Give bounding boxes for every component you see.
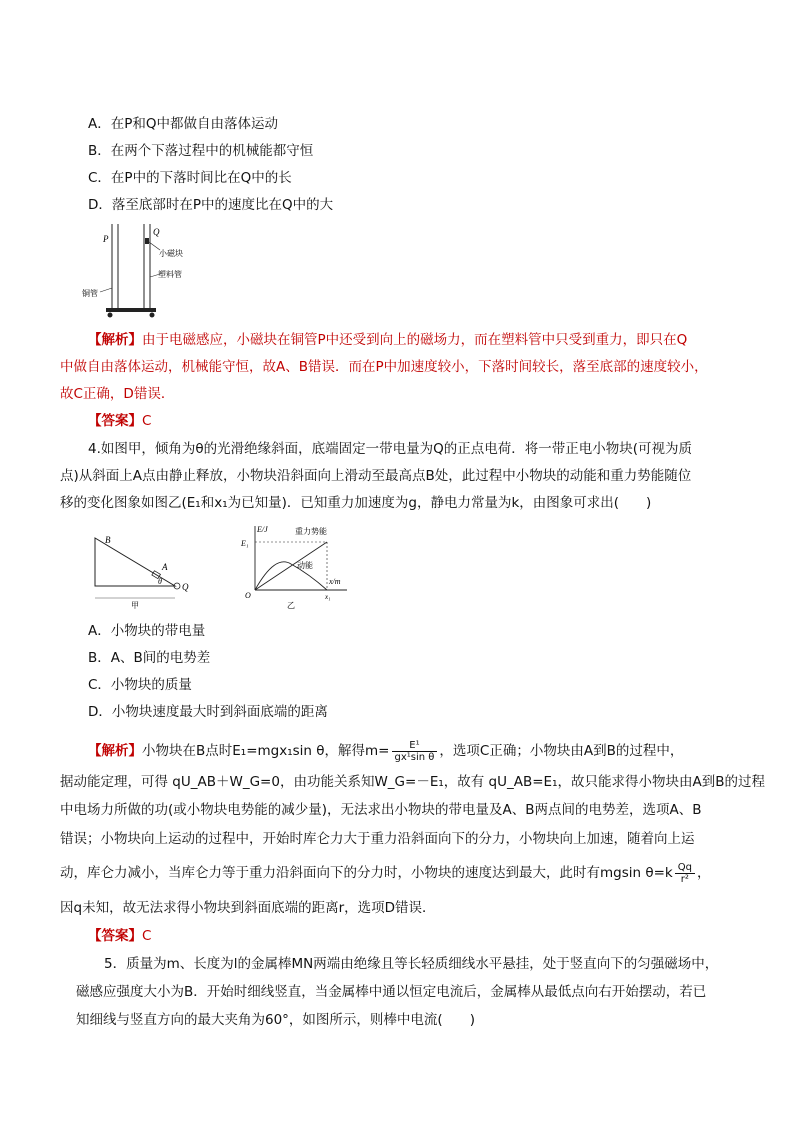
svg-text:甲: 甲 (131, 601, 139, 610)
q4-stem-line-3: 移的变化图象如图乙(E₁和x₁为已知量)．已知重力加速度为g，静电力常量为k，由图象可求出( ) (60, 495, 652, 511)
q4-option-a: A．小物块的带电量 (88, 623, 206, 639)
magnet-block (145, 238, 149, 244)
svg-text:A: A (162, 562, 168, 572)
q4-option-c: C．小物块的质量 (88, 677, 192, 693)
q3-option-c: C．在P中的下落时间比在Q中的长 (88, 170, 292, 186)
label-magnet: 小磁块 (159, 249, 183, 258)
q4-analysis-line-3: 中电场力所做的功(或小物块电势能的减少量)，无法求出小物块的带电量及A、B两点间的电势差，选项A、B (60, 802, 702, 818)
svg-text:E/J: E/J (257, 525, 268, 534)
q4-stem-line-2: 点)从斜面上A点由静止释放，小物块沿斜面向上滑动至最高点B处，此过程中小物块的动能和重力势能随位 (60, 468, 692, 484)
q4-stem-line-1: 4.如图甲，倾角为θ的光滑绝缘斜面，底端固定一带电量为Q的正点电荷．将一带正电小物块(可视为质 (88, 441, 693, 457)
svg-text:x/m: x/m (329, 577, 341, 586)
svg-text:θ: θ (158, 577, 162, 586)
fraction-mass: $\frac{\text{E¹}}{\text{gx¹sin θ}}$ (392, 740, 438, 763)
label-p: P (103, 234, 109, 244)
potential-line (255, 542, 327, 590)
svg-text:重力势能: 重力势能 (295, 527, 327, 536)
svg-text:B: B (105, 535, 111, 545)
label-plastic: 塑料管 (158, 270, 182, 279)
analysis-tag: 【解析】 (88, 332, 142, 348)
energy-graph (235, 522, 355, 612)
svg-text:E₁: E₁ (241, 539, 249, 548)
q3-analysis-line-1: 【解析】由于电磁感应，小磁块在铜管P中还受到向上的磁场力，而在塑料管中只受到重力，即只在Q (88, 332, 688, 348)
q4-answer: 【答案】C (88, 928, 152, 944)
q3-answer: 【答案】C (88, 413, 152, 429)
q3-option-a: A．在P和Q中都做自由落体运动 (88, 116, 279, 132)
q5-stem-line-1: 5．质量为m、长度为l的金属棒MN两端由绝缘且等长轻质细线水平悬挂，处于竖直向下的匀强磁场中， (104, 956, 719, 972)
q5-stem-line-3: 知细线与竖直方向的最大夹角为60°，如图所示，则棒中电流( ) (76, 1012, 475, 1028)
label-copper: 铜管 (82, 289, 98, 298)
q3-analysis-line-2: 中做自由落体运动，机械能守恒，故A、B错误．而在P中加速度较小，下落时间较长，落至底部的速度较小， (60, 359, 708, 375)
svg-text:Q: Q (182, 582, 189, 592)
label-q: Q (153, 227, 160, 237)
q4-analysis-line-5: 动，库仑力减小，当库仑力等于重力沿斜面向下的分力时，小物块的速度达到最大，此时有mgsin θ=k $\frac{Qq}{\text{r²}}$ ， (60, 861, 711, 885)
svg-text:x₁: x₁ (325, 593, 331, 601)
svg-text:乙: 乙 (287, 601, 295, 610)
q4-analysis-line-6: 因q未知，故无法求得小物块到斜面底端的距离r，选项D错误． (60, 900, 436, 916)
incline-figure (85, 530, 195, 610)
q3-option-d: D．落至底部时在P中的速度比在Q中的大 (88, 197, 334, 213)
q4-analysis-line-1: 【解析】 小物块在B点时E₁=mgx₁sin θ，解得m= $\frac{\text{E¹}}{\text{gx¹sin θ}}$ ，选项C正确；小物块由A到B的过程中， (88, 739, 684, 763)
q4-option-d: D．小物块速度最大时到斜面底端的距离 (88, 704, 328, 720)
q3-option-b: B．在两个下落过程中的机械能都守恒 (88, 143, 314, 159)
q5-stem-line-2: 磁感应强度大小为B．开始时细线竖直，当金属棒中通以恒定电流后，金属棒从最低点向右开始摆动，若已 (76, 984, 707, 1000)
q4-option-b: B．A、B间的电势差 (88, 650, 211, 666)
fraction-coulomb: $\frac{Qq}{\text{r²}}$ (675, 862, 695, 885)
svg-text:O: O (245, 591, 251, 600)
tube-figure (80, 222, 210, 322)
q4-analysis-line-4: 错误；小物块向上运动的过程中，开始时库仑力大于重力沿斜面向下的分力，小物块向上加速，随着向上运 (60, 831, 695, 847)
svg-text:动能: 动能 (297, 561, 313, 570)
q4-analysis-line-2: 据动能定理，可得 qU_AB＋W_G=0，由功能关系知W_G=－E₁，故有 qU_AB=E₁，故只能求得小物块由A到B的过程 (60, 774, 765, 790)
q3-analysis-line-3: 故C正确，D错误． (60, 386, 175, 402)
